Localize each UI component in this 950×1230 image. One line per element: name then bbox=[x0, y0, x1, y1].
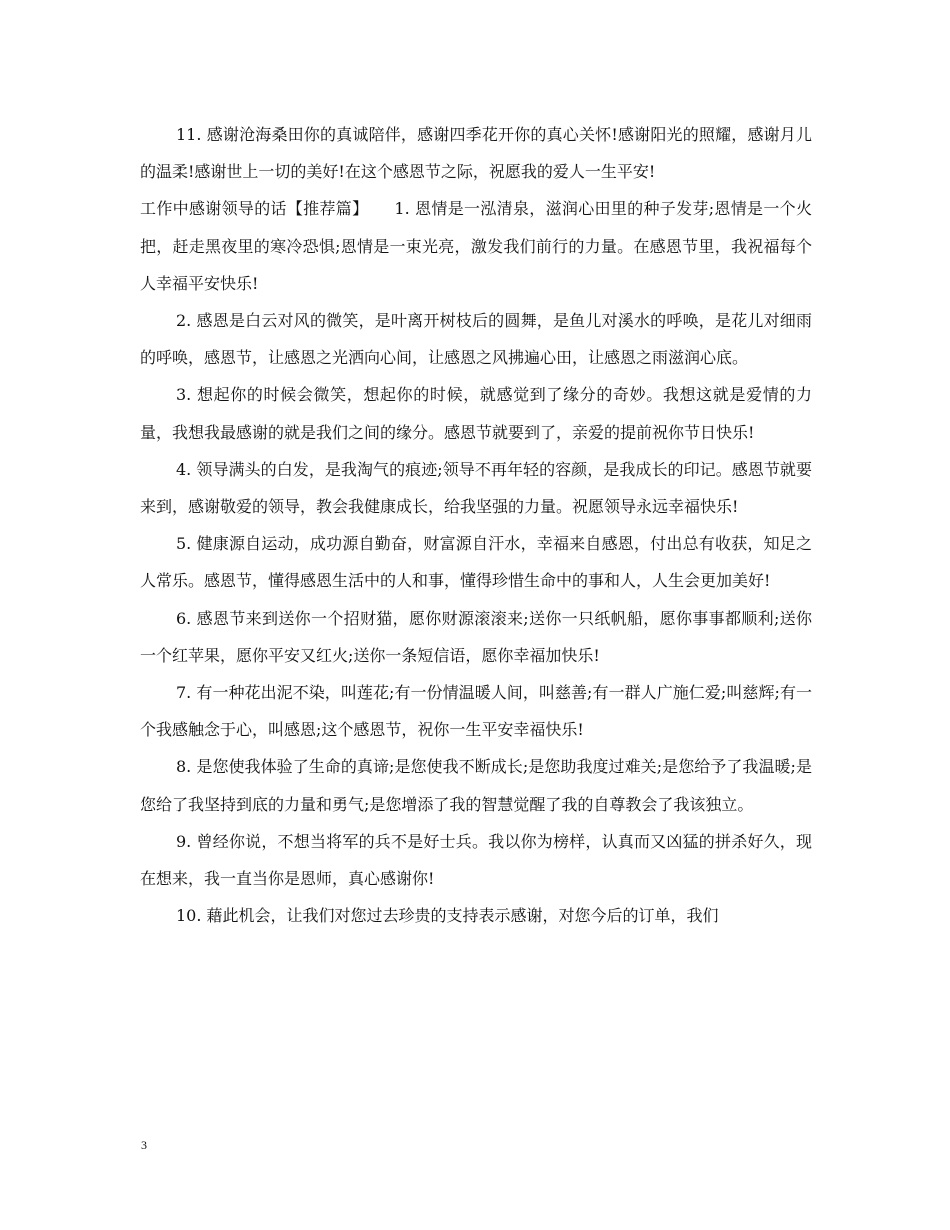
paragraph-10: 10. 藉此机会，让我们对您过去珍贵的支持表示感谢，对您今后的订单，我们 bbox=[176, 906, 719, 926]
paragraph-3: 3. 想起你的时候会微笑，想起你的时候，就感觉到了缘分的奇妙。我想这就是爱情的力量，我想我最感谢的就是我们之间的缘分。感恩节就要到了，亲爱的提前祝你节日快乐! bbox=[140, 385, 812, 442]
paragraph-5: 5. 健康源自运动，成功源自勤奋，财富源自汗水，幸福来自感恩，付出总有收获，知足之人常乐。感恩节，懂得感恩生活中的人和事，懂得珍惜生命中的事和人，人生会更加美好! bbox=[140, 534, 812, 591]
paragraph-8: 8. 是您使我体验了生命的真谛;是您使我不断成长;是您助我度过难关;是您给予了我温暖;是您给了我坚持到底的力量和勇气;是您增添了我的智慧觉醒了我的自尊教会了我该独立。 bbox=[140, 757, 812, 814]
section-heading-paragraph bbox=[140, 190, 812, 302]
paragraph-2: 2. 感恩是白云对风的微笑，是叶离开树枝后的圆舞，是鱼儿对溪水的呼唤，是花儿对细雨的呼唤，感恩节，让感恩之光洒向心间，让感恩之风拂遍心田，让感恩之雨滋润心底。 bbox=[140, 311, 812, 368]
section-heading: 工作中感谢领导的话【推荐篇】 bbox=[140, 199, 369, 219]
paragraph-4: 4. 领导满头的白发，是我淘气的痕迹;领导不再年轻的容颜，是我成长的印记。感恩节就要来到，感谢敬爱的领导，教会我健康成长，给我坚强的力量。祝愿领导永远幸福快乐! bbox=[140, 459, 812, 517]
paragraph-1: 1. 恩情是一泓清泉，滋润心田里的种子发芽;恩情是一个火把，赶走黑夜里的寒冷恐惧;恩情是一束光亮，激发我们前行的力量。在感恩节里，我祝福每个人幸福平安快乐! bbox=[140, 199, 812, 293]
paragraph-7: 7. 有一种花出泥不染，叫莲花;有一份情温暖人间，叫慈善;有一群人广施仁爱;叫慈辉;有一个我感触念于心，叫感恩;这个感恩节，祝你一生平安幸福快乐! bbox=[140, 683, 812, 740]
page-number: 3 bbox=[141, 1138, 147, 1152]
paragraph-11: 11. 感谢沧海桑田你的真诚陪伴，感谢四季花开你的真心关怀!感谢阳光的照耀，感谢月儿的温柔!感谢世上一切的美好!在这个感恩节之际，祝愿我的爱人一生平安! bbox=[140, 125, 812, 182]
document-body bbox=[140, 116, 812, 934]
paragraph-9: 9. 曾经你说，不想当将军的兵不是好士兵。我以你为榜样，认真而又凶猛的拼杀好久，现在想来，我一直当你是恩师，真心感谢你! bbox=[140, 831, 812, 889]
paragraph-6: 6. 感恩节来到送你一个招财猫，愿你财源滚滚来;送你一只纸帆船，愿你事事都顺利;送你一个红苹果，愿你平安又红火;送你一条短信语，愿你幸福加快乐! bbox=[140, 608, 812, 665]
